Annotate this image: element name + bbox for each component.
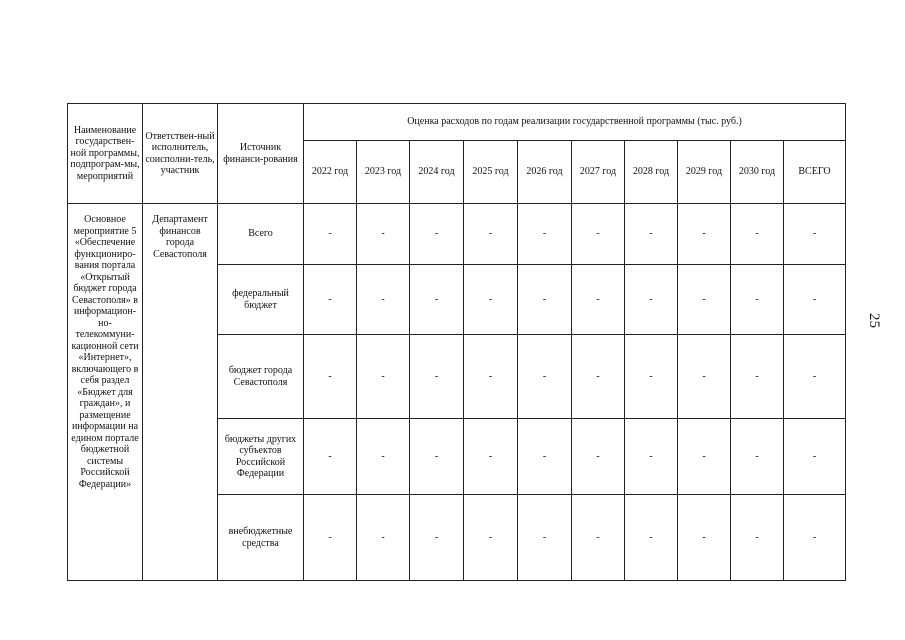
value-cell: - [731,495,784,581]
funding-source-cell: бюджеты других субъектов Российской Федерации [218,419,304,495]
value-cell: - [625,495,678,581]
value-cell: - [784,419,846,495]
value-cell: - [784,495,846,581]
value-cell: - [464,265,518,335]
measure-name-cell: Основное мероприятие 5 «Обеспечение функциониро-вания портала «Открытый бюджет города Севастополя» в информацион-но-телекоммуни-кационной сети «Интернет», включающего в себя раздел «Бюджет для граждан», и размещение информации на едином портале бюджетной системы Российской Федерации» [68,204,143,581]
value-cell: - [731,204,784,265]
value-cell: - [464,335,518,419]
value-cell: - [464,495,518,581]
value-cell: - [731,419,784,495]
header-executor: Ответствен-ный исполнитель, соисполни-тель, участник [143,104,218,204]
value-cell: - [357,204,410,265]
header-spending-title: Оценка расходов по годам реализации государственной программы (тыс. руб.) [304,104,846,141]
funding-source-cell: внебюджетные средства [218,495,304,581]
funding-source-cell: бюджет города Севастополя [218,335,304,419]
header-year: ВСЕГО [784,141,846,204]
value-cell: - [572,335,625,419]
value-cell: - [731,265,784,335]
value-cell: - [678,495,731,581]
header-year: 2024 год [410,141,464,204]
value-cell: - [518,419,572,495]
value-cell: - [410,265,464,335]
value-cell: - [678,204,731,265]
value-cell: - [304,419,357,495]
header-year: 2025 год [464,141,518,204]
table-row [68,204,846,265]
header-year: 2030 год [731,141,784,204]
value-cell: - [518,335,572,419]
value-cell: - [678,265,731,335]
value-cell: - [625,419,678,495]
value-cell: - [572,265,625,335]
value-cell: - [678,335,731,419]
value-cell: - [518,495,572,581]
header-source: Источник финанси-рования [218,104,304,204]
funding-source-cell: Всего [218,204,304,265]
page-number: 25 [866,313,882,328]
value-cell: - [784,204,846,265]
header-name: Наименование государствен-ной программы, подпрограм-мы, мероприятий [68,104,143,204]
value-cell: - [410,419,464,495]
value-cell: - [731,335,784,419]
value-cell: - [464,419,518,495]
value-cell: - [464,204,518,265]
header-row-1 [68,104,846,141]
funding-source-cell: федеральный бюджет [218,265,304,335]
header-year: 2023 год [357,141,410,204]
executor-cell: Департамент финансов города Севастополя [143,204,218,581]
value-cell: - [572,495,625,581]
value-cell: - [625,204,678,265]
header-year: 2028 год [625,141,678,204]
value-cell: - [784,335,846,419]
value-cell: - [410,204,464,265]
value-cell: - [518,204,572,265]
value-cell: - [784,265,846,335]
value-cell: - [304,335,357,419]
header-year: 2026 год [518,141,572,204]
value-cell: - [572,419,625,495]
value-cell: - [304,204,357,265]
value-cell: - [625,265,678,335]
value-cell: - [625,335,678,419]
header-year: 2027 год [572,141,625,204]
value-cell: - [410,495,464,581]
header-year: 2022 год [304,141,357,204]
value-cell: - [357,419,410,495]
value-cell: - [357,265,410,335]
value-cell: - [678,419,731,495]
value-cell: - [572,204,625,265]
expenditure-table [67,103,846,581]
header-year: 2029 год [678,141,731,204]
value-cell: - [518,265,572,335]
value-cell: - [357,495,410,581]
value-cell: - [410,335,464,419]
value-cell: - [304,495,357,581]
value-cell: - [357,335,410,419]
value-cell: - [304,265,357,335]
